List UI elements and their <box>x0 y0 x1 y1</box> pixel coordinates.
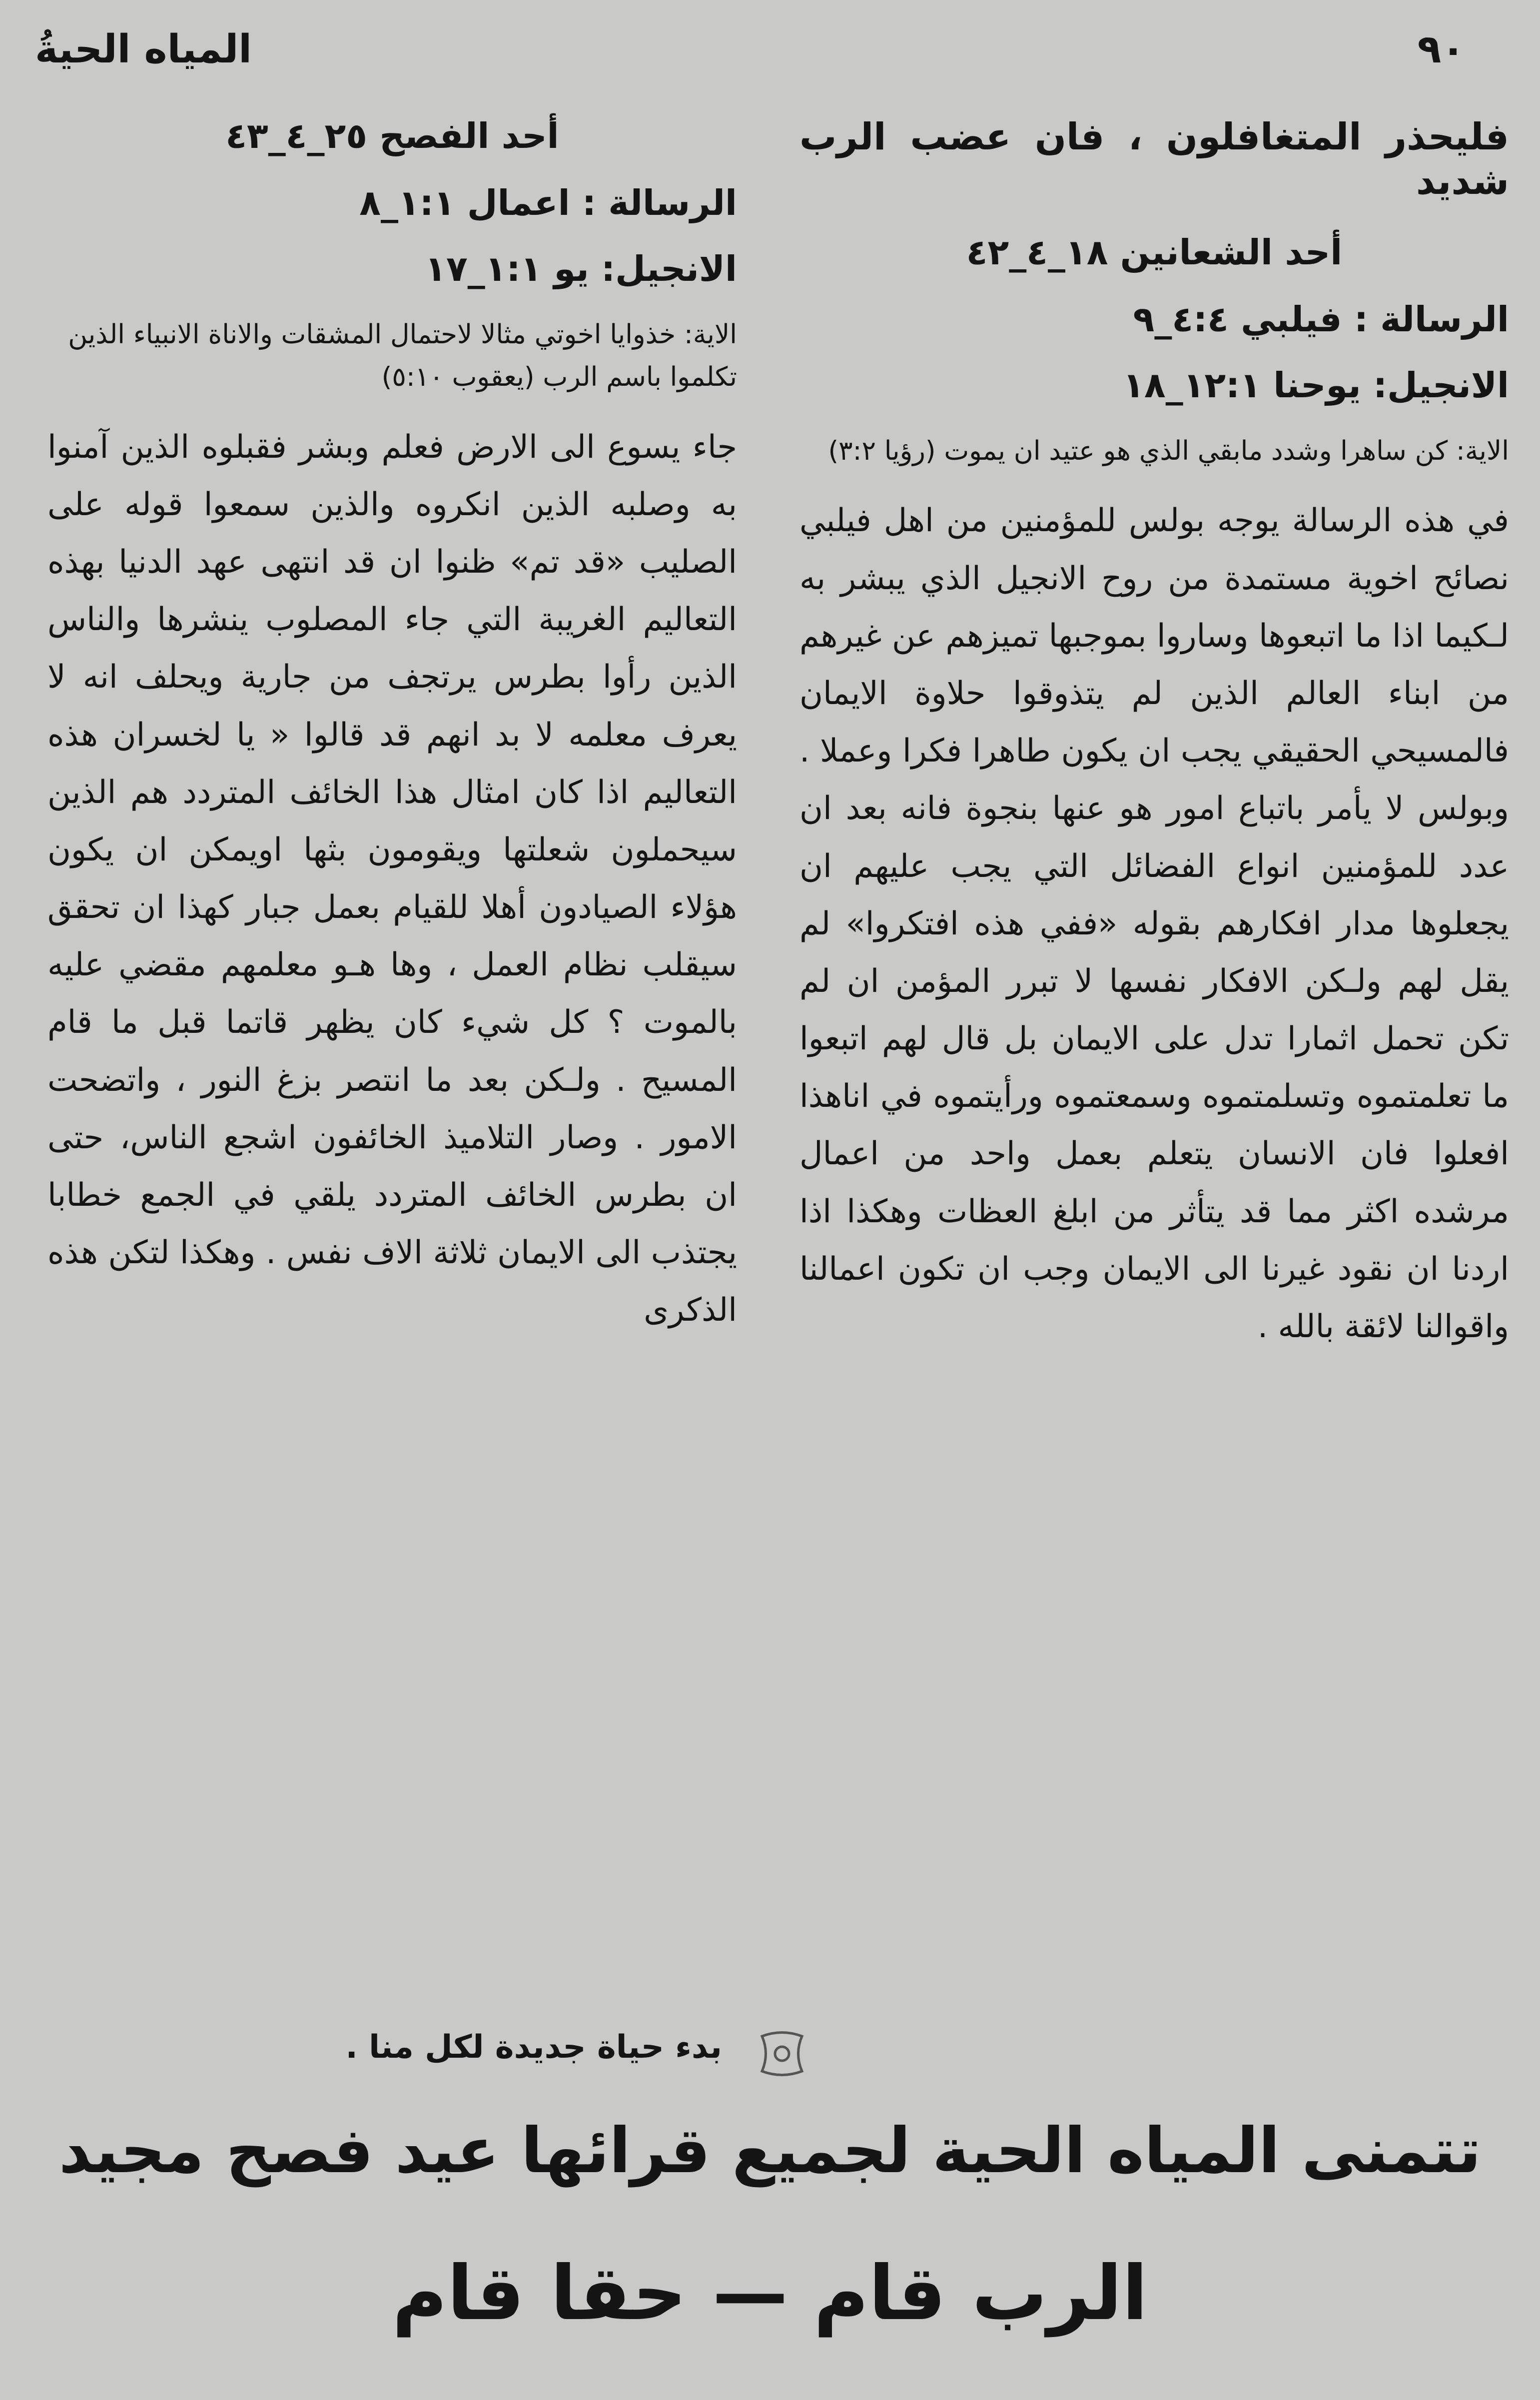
easter-sunday-date: أحد الفصح ٢٥_٤_٤٣ <box>225 115 559 156</box>
key-verse: الاية: كن ساهرا وشدد مابقي الذي هو عتيد ان يموت (رؤيا ٣:٢) <box>828 435 1509 466</box>
article-body: جاء يسوع الى الارض فعلم وبشر فقبلوه الذين آمنوا به وصلبه الذين انكروه والذين سمعوا قوله على الصليب «قد تم» ظنوا ان قد انتهى عهد الدنيا بهذه التعاليم الغريبة التي جاء المصلوب ينشرها والناس الذين رأوا بطرس يرتجف من جارية ويحلف انه لا يعرف معلمه لا بد انهم قد قالوا « يا لخسران هذه التعاليم اذا كان امثال هذا الخائف المتردد هم الذين سيحملون شعلتها ويقومون بثها اويمكن ان يكون هؤلاء الصيادون أهلا للقيام بعمل جبار كهذا ان تحقق سيقلب نظام العمل ، وها هـو معلمهم مقضي عليه بالموت ؟ كل شيء كان يظهر قاتما قبل ما قام المسيح . ولـكن بعد ما انتصر بزغ النور ، واتضحت الامور . وصار التلاميذ الخائفون اشجع الناس، حتى ان بطرس الخائف المتردد يلقي في الجمع خطابا يجتذب الى الايمان ثلاثة الاف نفس . وهكذا لتكن هذه الذكرى <box>47 428 737 1329</box>
article-body: في هذه الرسالة يوجه بولس للمؤمنين من اهل فيلبي نصائح اخوية مستمدة من روح الانجيل الذي يبشر به لـكيما اذا ما اتبعوها وساروا بموجبها تميزهم عن غيرهم من ابناء العالم الذين لم يتذوقوا حلاوة الايمان فالمسيحي الحقيقي يجب ان يكون طاهرا فكرا وعملا . وبولس لا يأمر باتباع امور هو عنها بنجوة فانه بعد ان عدد للمؤمنين انواع الفضائل التي يجب عليهم ان يجعلوها مدار افكارهم بقوله «ففي هذه افتكروا» لم يقل لهم ولـكن الافكار نفسها لا تبرر المؤمن ان لم تكن تحمل اثمارا تدل على الايمان بل قال لهم اتبعوا ما تعلمتموه وتسلمتموه وسمعتموه ورأيتموه في اناهذا افعلوا فان الانسان يتعلم بعمل واحد من اعمال مرشده اكثر مما قد يتأثر من ابلغ العظات وهكذا اذا اردنا ان نقود غيرنا الى الايمان وجب ان تكون اعمالنا واقوالنا لائقة بالله . <box>799 502 1509 1346</box>
magazine-title: المياه الحيةُ <box>35 27 252 72</box>
warning-line: فليحذر المتغافلون ، فان عضب الرب شديد <box>799 115 1509 203</box>
palm-sunday-date: أحد الشعانين ١٨_٤_٤٢ <box>966 231 1343 273</box>
gospel-reference: الانجيل: يوحنا ١٢:١_١٨ <box>1123 364 1509 406</box>
key-verse: الاية: خذوايا اخوتي مثالا لاحتمال المشقات والاناة الانبياء الذين تكلموا باسم الرب (يعقوب ٥:١٠) <box>68 319 737 392</box>
gospel-reference: الانجيل: يو ١:١_١٧ <box>425 248 737 289</box>
easter-greeting: تتمنى المياه الحية لجميع قرائها عيد فصح مجيد <box>58 2115 1482 2187</box>
right-column <box>799 115 1509 1356</box>
left-column <box>47 115 737 1340</box>
epistle-reference: الرسالة : اعمال ١:١_٨ <box>359 182 737 223</box>
page-number: ٩٠ <box>1417 27 1465 72</box>
epistle-reference: الرسالة : فيلبي ٤:٤_٩ <box>1133 298 1509 340</box>
easter-proclamation: الرب قام — حقا قام <box>392 2250 1148 2337</box>
closing-line: بدء حياة جديدة لكل منا . <box>345 2029 722 2066</box>
ornament-icon <box>752 2026 812 2081</box>
